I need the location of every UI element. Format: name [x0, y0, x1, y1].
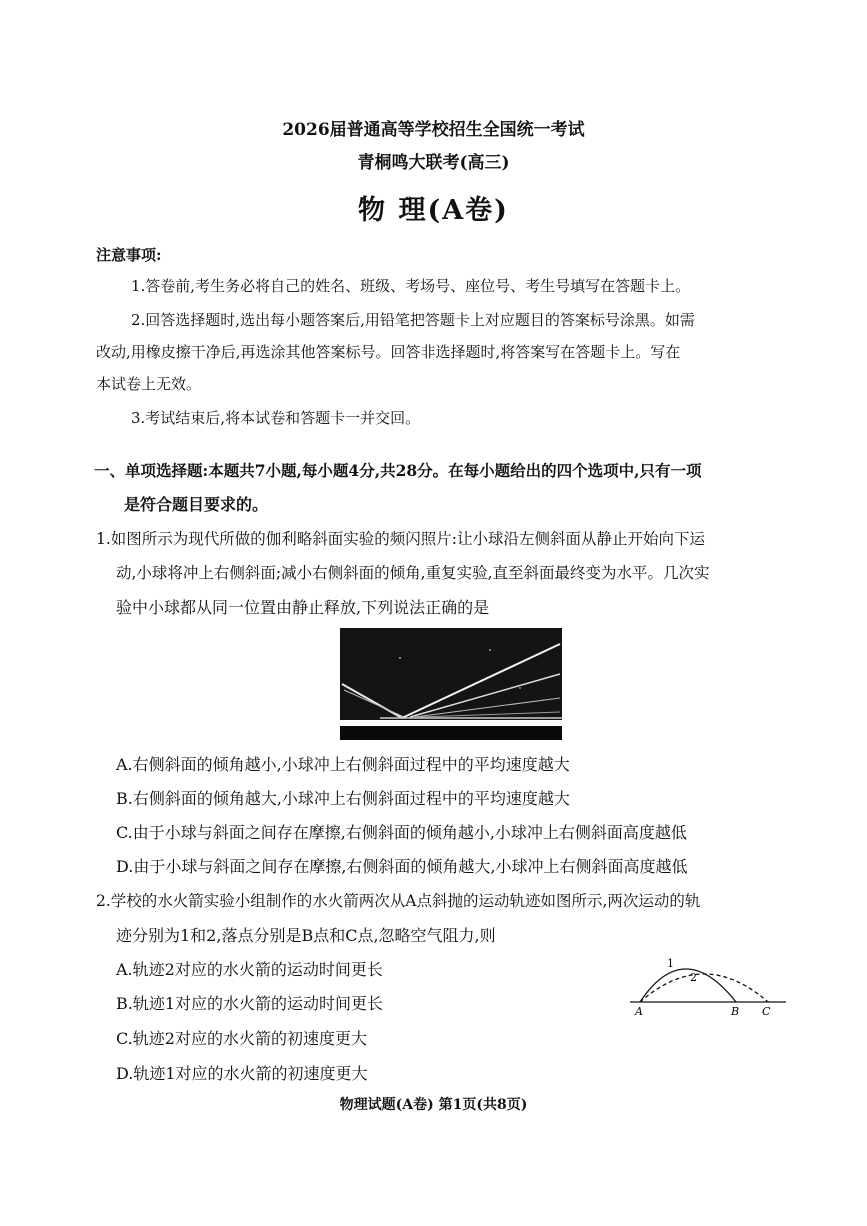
- q2-option-b: B.轨迹1对应的水火箭的运动时间更长: [116, 994, 384, 1013]
- point-a-label: A: [635, 1005, 643, 1018]
- q1-option-c: C.由于小球与斜面之间存在摩擦,右侧斜面的倾角越小,小球冲上右侧斜面高度越低: [116, 823, 687, 842]
- point-b-label: B: [731, 1005, 740, 1018]
- trajectory-2-label: 2: [690, 971, 697, 984]
- q2-option-c: C.轨迹2对应的水火箭的初速度更大: [116, 1029, 367, 1048]
- exam-title: 2026届普通高等学校招生全国统一考试: [282, 120, 585, 140]
- exam-subtitle: 青桐鸣大联考(高三): [357, 153, 510, 173]
- section-1-heading: 一、单项选择题:本题共7小题,每小题4分,共28分。在每小题给出的四个选项中,只有一项: [94, 461, 702, 480]
- page-footer: 物理试题(A卷) 第1页(共8页): [339, 1097, 528, 1113]
- q1-option-d: D.由于小球与斜面之间存在摩擦,右侧斜面的倾角越大,小球冲上右侧斜面高度越低: [116, 857, 688, 876]
- subject-title: 物 理(A卷): [358, 195, 509, 226]
- point-c-label: C: [762, 1005, 771, 1018]
- note-1: 1.答卷前,考生务必将自己的姓名、班级、考场号、座位号、考生号填写在答题卡上。: [131, 277, 691, 295]
- q2-trajectory-diagram: [628, 950, 788, 1020]
- note-2-line1: 2.回答选择题时,选出每小题答案后,用铅笔把答题卡上对应题目的答案标号涂黑。如需: [131, 311, 695, 329]
- q1-option-a: A.右侧斜面的倾角越小,小球冲上右侧斜面过程中的平均速度越大: [116, 755, 570, 774]
- q1-stem-line3: 验中小球都从同一位置由静止释放,下列说法正确的是: [116, 598, 490, 617]
- section-1-heading-cont: 是符合题目要求的。: [124, 495, 269, 514]
- notes-heading: 注意事项:: [96, 246, 162, 264]
- q2-option-a: A.轨迹2对应的水火箭的运动时间更长: [116, 960, 383, 979]
- q1-stem-line2: 动,小球将冲上右侧斜面;减小右侧斜面的倾角,重复实验,直至斜面最终变为水平。几次实: [116, 564, 710, 582]
- q1-stem-line1: 1.如图所示为现代所做的伽利略斜面实验的频闪照片:让小球沿左侧斜面从静止开始向下运: [96, 530, 706, 548]
- note-3: 3.考试结束后,将本试卷和答题卡一并交回。: [131, 409, 421, 427]
- q1-photo: [340, 628, 562, 740]
- q2-option-d: D.轨迹1对应的水火箭的初速度更大: [116, 1064, 368, 1083]
- q2-stem-line1: 2.学校的水火箭实验小组制作的水火箭两次从A点斜抛的运动轨迹如图所示,两次运动的轨: [96, 892, 701, 910]
- note-2-line2: 改动,用橡皮擦干净后,再选涂其他答案标号。回答非选择题时,将答案写在答题卡上。写在: [96, 343, 681, 361]
- q1-option-b: B.右侧斜面的倾角越大,小球冲上右侧斜面过程中的平均速度越大: [116, 789, 570, 808]
- trajectory-1-label: 1: [667, 957, 674, 970]
- note-2-line3: 本试卷上无效。: [96, 375, 202, 393]
- q2-stem-line2: 迹分别为1和2,落点分别是B点和C点,忽略空气阻力,则: [116, 926, 496, 945]
